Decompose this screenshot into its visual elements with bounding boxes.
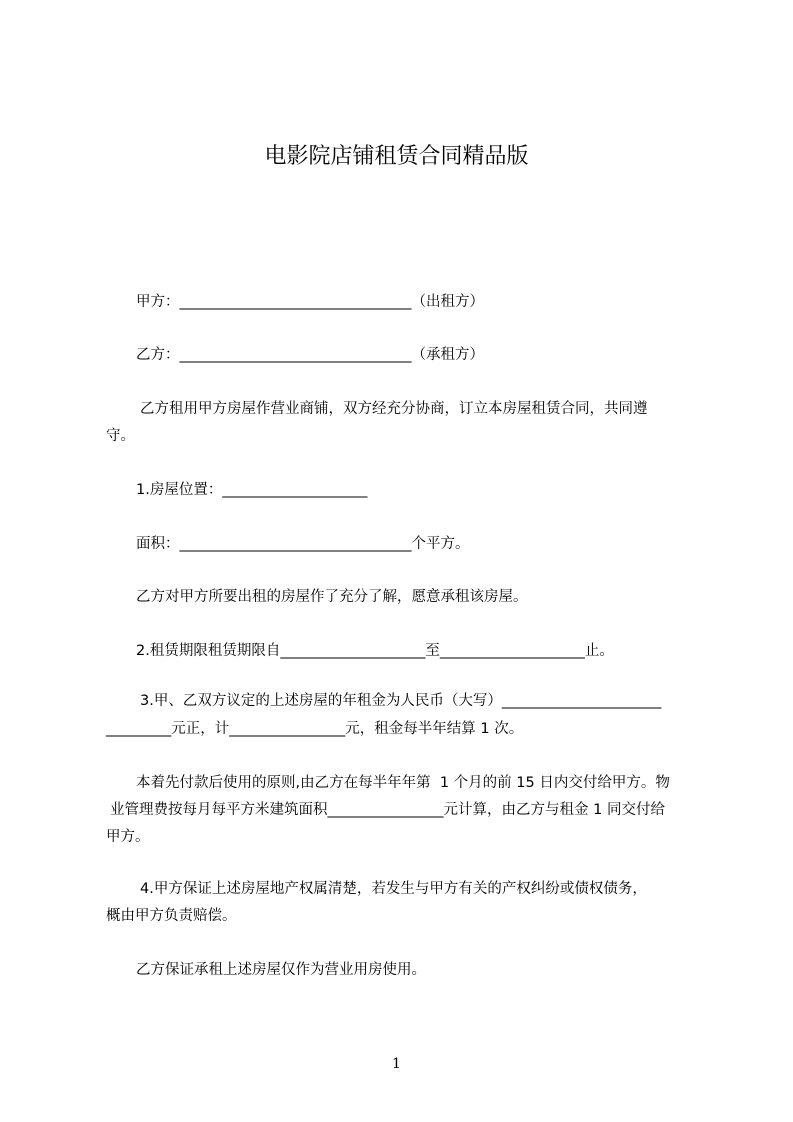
clause-3-rent-line-2: _________元正，计________________元，租金每半年结算 1 次。 — [106, 721, 524, 737]
clause-1-acknowledgement: 乙方对甲方所要出租的房屋作了充分了解，愿意承租该房屋。 — [136, 589, 528, 605]
payment-paragraph-line-3: 甲方。 — [106, 829, 150, 845]
clause-4-line-2: 概由甲方负责赔偿。 — [106, 908, 237, 924]
party-a-line: 甲方：________________________________（出租方） — [136, 294, 484, 310]
intro-paragraph-line-2: 守。 — [106, 428, 135, 444]
clause-1-area: 面积：________________________________个平方。 — [136, 536, 470, 552]
party-b-line: 乙方：________________________________（承租方） — [136, 347, 484, 363]
payment-paragraph-line-2: 业管理费按每月每平方米建筑面积________________元计算，由乙方与租金 1 同交付给 — [110, 802, 665, 818]
clause-3-rent-line-1: 3.甲、乙双方议定的上述房屋的年租金为人民币（大写）______________________ — [140, 693, 662, 709]
document-title: 电影院店铺租赁合同精品版 — [264, 144, 529, 169]
clause-1-location: 1.房屋位置：____________________ — [136, 482, 368, 498]
page-number: 1 — [392, 1056, 401, 1072]
payment-paragraph-line-1: 本着先付款后使用的原则,由乙方在每半年年第 1 个月的前 15 日内交付给甲方。物 — [136, 775, 670, 791]
intro-paragraph-line-1: 乙方租用甲方房屋作营业商铺，双方经充分协商，订立本房屋租赁合同，共同遵 — [140, 401, 648, 417]
clause-4-line-1: 4.甲方保证上述房屋地产权属清楚，若发生与甲方有关的产权纠纷或债权债务， — [140, 881, 647, 897]
clause-2-lease-term: 2.租赁期限租赁期限自____________________至____________________止。 — [136, 643, 614, 659]
clause-4-usage: 乙方保证承租上述房屋仅作为营业用房使用。 — [136, 962, 426, 978]
